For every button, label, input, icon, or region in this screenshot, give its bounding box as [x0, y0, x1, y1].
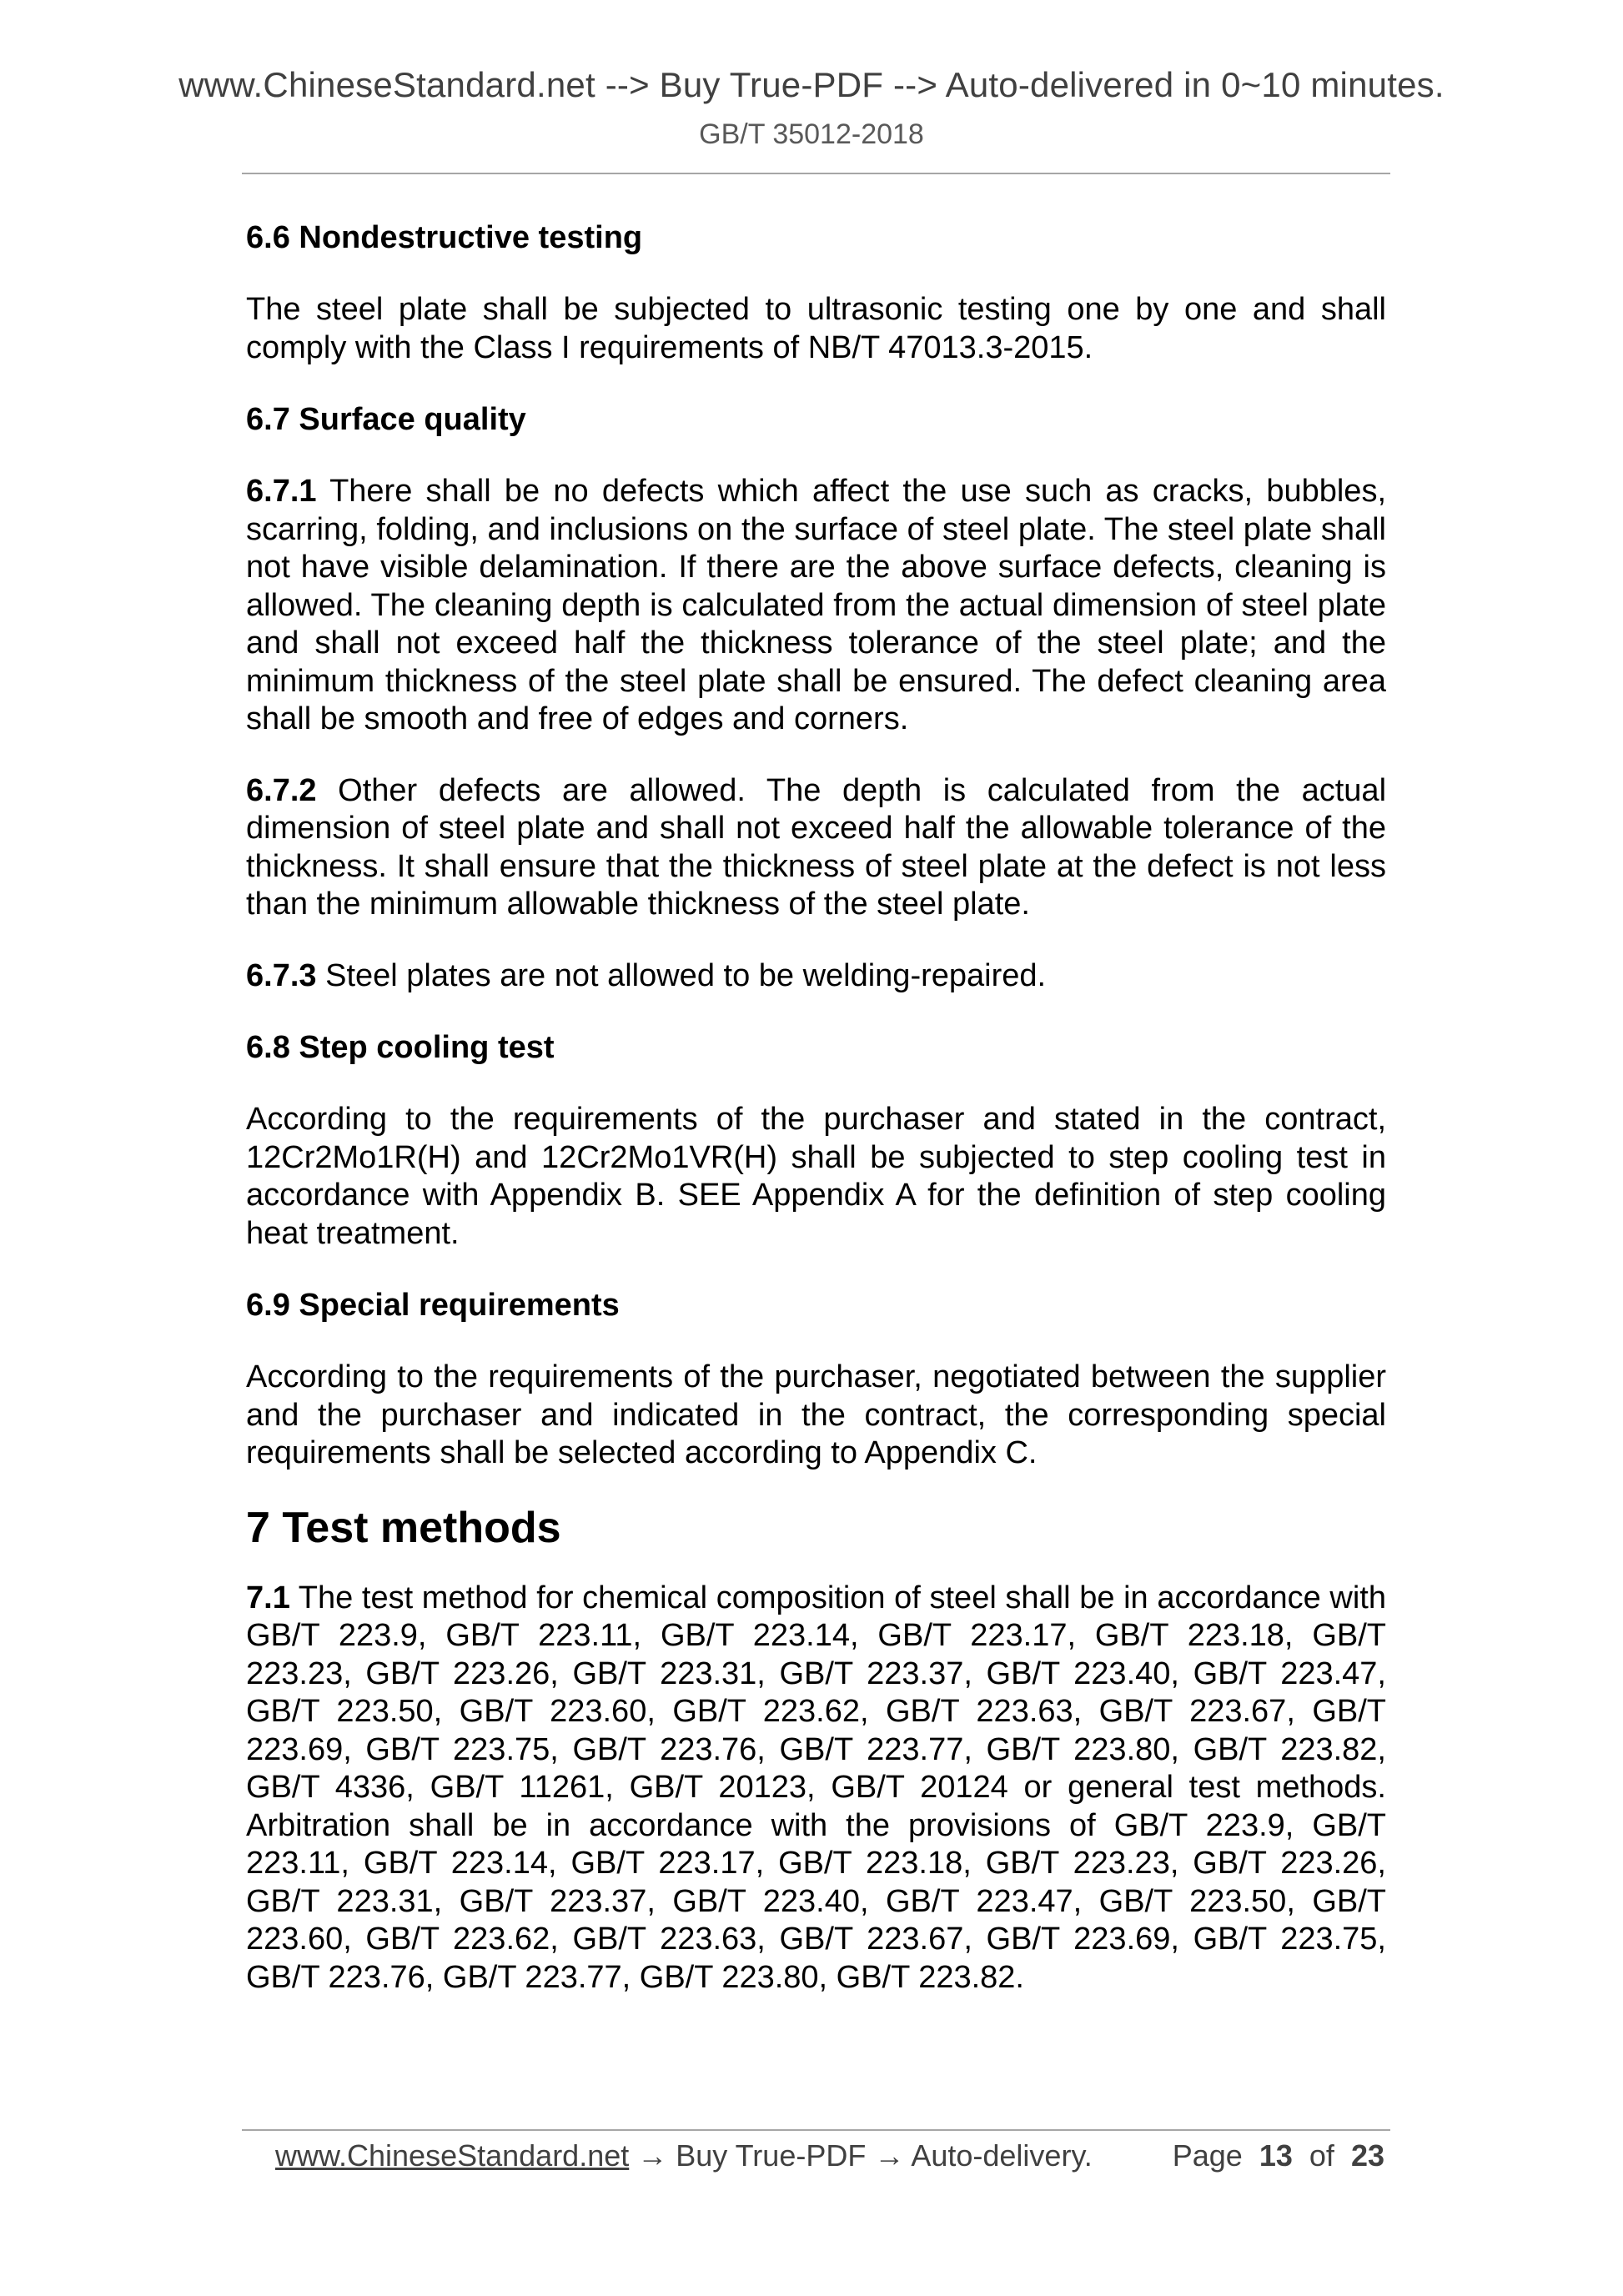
header-banner: www.ChineseStandard.net --> Buy True-PDF --> Auto-delivered in 0~10 minutes.	[178, 65, 1445, 104]
paragraph-6-9: According to the requirements of the purchaser, negotiated between the supplier and the purchaser and indicated in the contract, the corresponding special requirements shall be selected according to Appendix C.	[246, 1359, 1386, 1470]
paragraph-6-6: The steel plate shall be subjected to ultrasonic testing one by one and shall comply with the Class I requirements of NB/T 47013.3-2015.	[246, 292, 1386, 365]
footer-site-link[interactable]: www.ChineseStandard.net	[275, 2138, 630, 2173]
heading-6-9: 6.9 Special requirements	[246, 1288, 620, 1323]
footer-text: → Buy True-PDF → Auto-delivery.	[637, 2138, 1093, 2173]
page-total: 23	[1350, 2138, 1384, 2173]
of-label: of	[1309, 2138, 1334, 2173]
clause-text: Steel plates are not allowed to be welding-repaired.	[325, 957, 1047, 993]
clause-number: 6.7.3	[246, 957, 317, 993]
clause-number: 6.7.2	[246, 772, 317, 808]
page-label: Page	[1172, 2138, 1243, 2173]
paragraph-6-8: According to the requirements of the purchaser and stated in the contract, 12Cr2Mo1R(H) and 12Cr2Mo1VR(H) shall be subjected to step cooling test in accordance with Appendix B. SEE Appendix A for the definition of step cooling heat treatment.	[246, 1102, 1386, 1251]
footer-divider	[242, 2129, 1390, 2131]
heading-6-6: 6.6 Nondestructive testing	[246, 220, 643, 255]
paragraph-7-1	[246, 1580, 1386, 1997]
clause-number: 7.1	[246, 1580, 290, 1615]
clause-text: The test method for chemical composition of steel shall be in accordance with GB/T 223.9, GB/T 223.11, GB/T 223.14, GB/T 223.17, GB/T 223.18, GB/T 223.23, GB/T 223.26, GB/T 223.31, GB/T 223.37, GB/T 223.40, GB/T 223.47, GB/T 223.50, GB/T 223.60, GB/T 223.62, GB/T 223.63, GB/T 223.67, GB/T 223.69, GB/T 223.75, GB/T 223.76, GB/T 223.77, GB/T 223.80, GB/T 223.82, GB/T 4336, GB/T 11261, GB/T 20123, GB/T 20124 or general test methods. Arbitration shall be in accordance with the provisions of GB/T 223.9, GB/T 223.11, GB/T 223.14, GB/T 223.17, GB/T 223.18, GB/T 223.23, GB/T 223.26, GB/T 223.31, GB/T 223.37, GB/T 223.40, GB/T 223.47, GB/T 223.50, GB/T 223.60, GB/T 223.62, GB/T 223.63, GB/T 223.67, GB/T 223.69, GB/T 223.75, GB/T 223.76, GB/T 223.77, GB/T 223.80, GB/T 223.82.	[246, 1580, 1386, 1995]
heading-6-8: 6.8 Step cooling test	[246, 1030, 555, 1065]
page-number: 13	[1259, 2138, 1293, 2173]
paragraph-6-7-1	[246, 473, 1386, 739]
paragraph-6-7-3	[246, 957, 1386, 996]
page-indicator	[1173, 2138, 1384, 2173]
clause-text: Other defects are allowed. The depth is calculated from the actual dimension of steel plate and shall not exceed half the allowable tolerance of the thickness. It shall ensure that the thickness of steel plate at the defect is not less than the minimum allowable thickness of the steel plate.	[246, 772, 1387, 922]
header-divider	[242, 173, 1390, 174]
heading-7: 7 Test methods	[246, 1503, 561, 1552]
heading-6-7: 6.7 Surface quality	[246, 402, 526, 437]
standard-number: GB/T 35012-2018	[699, 118, 924, 150]
paragraph-6-7-2	[246, 772, 1386, 924]
clause-number: 6.7.1	[246, 474, 317, 509]
clause-text: There shall be no defects which affect the use such as cracks, bubbles, scarring, folding, and inclusions on the surface of steel plate. The steel plate shall not have visible delamination. If there are the above surface defects, cleaning is allowed. The cleaning depth is calculated from the actual dimension of steel plate and shall not exceed half the thickness tolerance of the steel plate; and the minimum thickness of the steel plate shall be ensured. The defect cleaning area shall be smooth and free of edges and corners.	[246, 474, 1387, 736]
page-content	[246, 219, 1386, 1997]
